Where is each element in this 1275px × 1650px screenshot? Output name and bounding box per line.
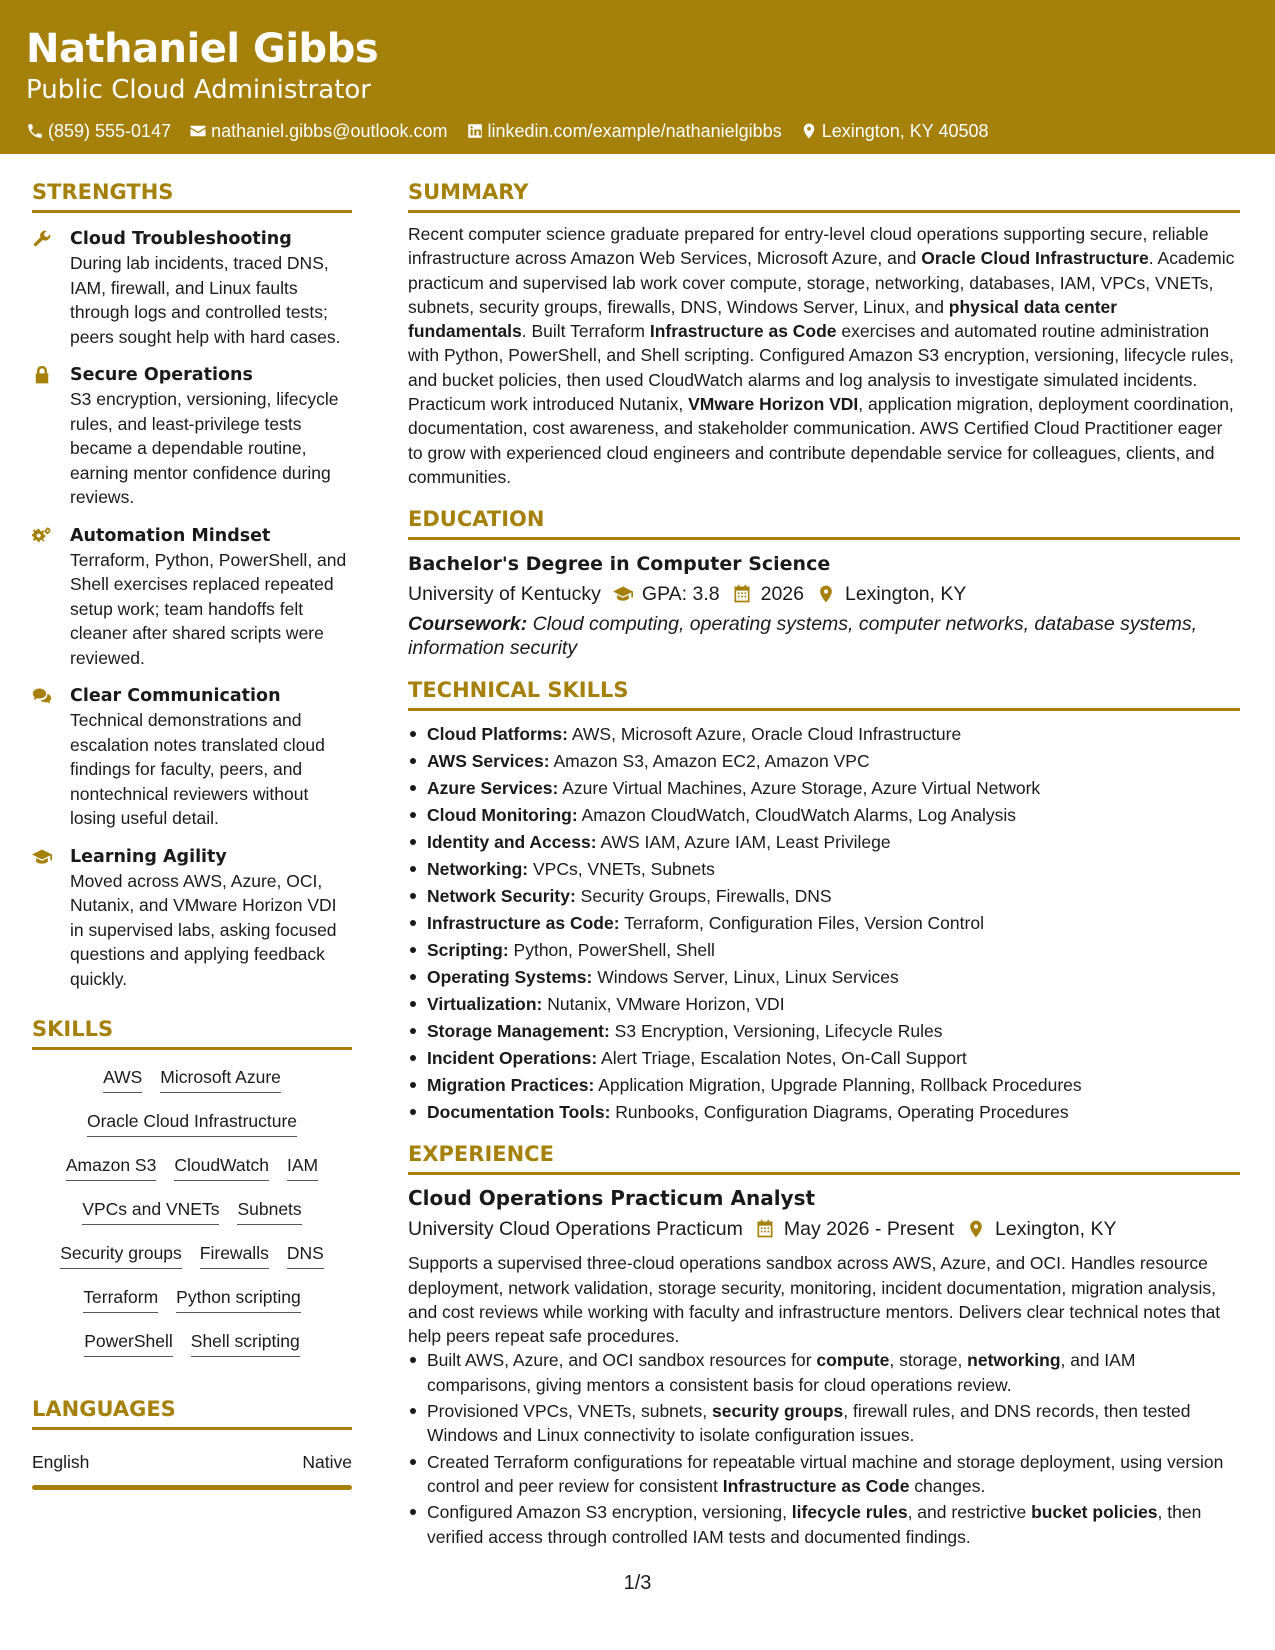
skill-chip: VPCs and VNETs — [82, 1198, 219, 1225]
experience-section — [408, 1142, 1240, 1549]
technical-skill-item — [408, 1018, 1240, 1045]
map-pin-icon — [800, 122, 818, 140]
contact-email[interactable] — [189, 120, 447, 142]
skills-row — [32, 1242, 352, 1269]
technical-skill-label: Migration Practices: — [427, 1075, 595, 1096]
contact-linkedin[interactable] — [466, 120, 782, 142]
strength-icon-wrap — [32, 524, 70, 671]
page-number: 1/3 — [623, 1572, 652, 1594]
skill-chip: AWS — [103, 1066, 142, 1093]
technical-skill-value: S3 Encryption, Versioning, Lifecycle Rules — [609, 1021, 943, 1042]
strength-icon-wrap — [32, 684, 70, 831]
strength-description: During lab incidents, traced DNS, IAM, firewall, and Linux faults through logs and controlled tests; peers sought help with hard cases. — [70, 253, 341, 347]
job-location: Lexington, KY — [995, 1218, 1117, 1241]
technical-skill-label: Storage Management: — [427, 1021, 610, 1042]
wrench-icon — [32, 229, 52, 249]
job-bullets — [408, 1348, 1240, 1548]
technical-skill-item — [408, 964, 1240, 991]
job-meta — [408, 1215, 1240, 1243]
job-description: Supports a supervised three-cloud operations sandbox across AWS, Azure, and OCI. Handles resource deployment, network validation, storage security, monitoring, incident documentation, migration analysis, and cost reviews while working with faculty and infrastructure mentors. Delivers clear technical notes that help peers repeat safe procedures. — [408, 1253, 1221, 1347]
bold-phrase: physical data center fundamentals — [408, 296, 1118, 342]
technical-skill-item — [408, 883, 1240, 910]
resume-header — [0, 0, 1275, 154]
skill-chip: Subnets — [237, 1198, 301, 1225]
email-text: nathaniel.gibbs@outlook.com — [211, 121, 448, 141]
strength-item — [32, 684, 352, 831]
skills-row — [32, 1154, 352, 1181]
strength-title: Cloud Troubleshooting — [70, 229, 292, 249]
strength-title: Learning Agility — [70, 846, 227, 867]
skills-section — [32, 1017, 352, 1357]
technical-skill-label: Network Security: — [427, 886, 576, 907]
phone-text: (859) 555-0147 — [48, 121, 172, 141]
strength-item — [32, 524, 352, 671]
technical-skill-value: Application Migration, Upgrade Planning, Rollback Procedures — [594, 1075, 1082, 1096]
skills-row — [32, 1330, 352, 1357]
technical-skill-value: AWS, Microsoft Azure, Oracle Cloud Infrastructure — [567, 724, 962, 745]
contact-bar — [26, 120, 1249, 142]
job-title: Cloud Operations Practicum Analyst — [408, 1186, 816, 1211]
job-bullet — [408, 1399, 1240, 1448]
technical-skill-item — [408, 1072, 1240, 1099]
technical-skill-label: Infrastructure as Code: — [427, 913, 620, 934]
skill-chip: DNS — [287, 1242, 324, 1269]
section-title-technical-skills: TECHNICAL SKILLS — [408, 678, 1240, 711]
technical-skill-value: Nutanix, VMware Horizon, VDI — [542, 994, 785, 1015]
strength-title: Automation Mindset — [70, 525, 271, 546]
skills-cloud — [32, 1066, 352, 1357]
language-level: Native — [302, 1452, 352, 1472]
linkedin-icon — [466, 122, 484, 140]
envelope-icon — [189, 122, 207, 140]
skill-chip: Shell scripting — [191, 1330, 300, 1357]
text-run: Recent computer science graduate prepared for entry-level cloud operations supporting secure, reliable infrastructure across Amazon Web Services, Microsoft Azure, and — [408, 224, 1209, 269]
section-title-skills: SKILLS — [32, 1017, 352, 1050]
technical-skill-value: VPCs, VNETs, Subnets — [528, 859, 715, 880]
contact-phone[interactable] — [26, 120, 171, 142]
skills-row — [32, 1198, 352, 1225]
skill-chip: Oracle Cloud Infrastructure — [87, 1110, 297, 1137]
strength-body — [70, 524, 352, 671]
technical-skill-value: AWS IAM, Azure IAM, Least Privilege — [596, 832, 891, 853]
skill-chip: Terraform — [83, 1286, 158, 1313]
strength-body — [70, 227, 352, 349]
right-column — [408, 180, 1240, 1551]
location-text: Lexington, KY 40508 — [821, 121, 989, 141]
technical-skill-item — [408, 721, 1240, 748]
summary-text — [408, 222, 1240, 489]
technical-skill-item — [408, 991, 1240, 1018]
technical-skill-label: Azure Services: — [427, 778, 559, 799]
skills-row — [32, 1286, 352, 1313]
strength-description: Technical demonstrations and escalation notes translated cloud findings for faculty, peers, and nontechnical reviewers without losing useful detail. — [70, 710, 325, 828]
bold-phrase: lifecycle rules — [791, 1502, 908, 1523]
coursework — [408, 612, 1240, 660]
calendar-icon — [755, 1219, 775, 1239]
strength-item — [32, 227, 352, 349]
bold-phrase: Infrastructure as Code — [722, 1475, 910, 1496]
technical-skill-value: Amazon CloudWatch, CloudWatch Alarms, Log Analysis — [577, 805, 1017, 826]
summary-section — [408, 180, 1240, 489]
text-run: . Built Terraform — [521, 321, 650, 342]
technical-skill-value: Windows Server, Linux, Linux Services — [592, 967, 899, 988]
technical-skill-value: Alert Triage, Escalation Notes, On-Call Support — [597, 1048, 967, 1069]
language-row — [32, 1452, 352, 1473]
bold-phrase: Oracle Cloud Infrastructure — [921, 248, 1149, 269]
strength-description: S3 encryption, versioning, lifecycle rules, and least-privilege tests became a dependable routine, earning mentor confidence during reviews. — [70, 389, 339, 507]
text-run: , then verified access through controlled IAM tests and documented findings. — [427, 1502, 1202, 1547]
technical-skills-list — [408, 721, 1240, 1126]
skill-chip: IAM — [287, 1154, 318, 1181]
education-section — [408, 507, 1240, 660]
education-meta — [408, 580, 1240, 608]
skill-chip: PowerShell — [84, 1330, 173, 1357]
skill-chip: Python scripting — [176, 1286, 301, 1313]
gpa-text: GPA: 3.8 — [641, 583, 720, 606]
candidate-name: Nathaniel Gibbs — [26, 26, 379, 72]
strength-body — [70, 684, 352, 831]
technical-skill-label: Identity and Access: — [427, 832, 597, 853]
technical-skill-label: Networking: — [427, 859, 529, 880]
left-column — [32, 180, 352, 1490]
section-title-strengths: STRENGTHS — [32, 180, 352, 213]
skill-chip: Microsoft Azure — [160, 1066, 281, 1093]
lock-icon — [32, 365, 52, 385]
strengths-list — [32, 227, 352, 991]
strength-title: Clear Communication — [70, 686, 281, 706]
strength-item — [32, 363, 352, 510]
text-run: exercises and automated routine administration with Python, PowerShell, and Shell scripting. Configured Amazon S3 encryption, versioning, lifecycle rules, and bucket policies, then used CloudWatch alarms and log analysis to investigate simulated incidents. Practicum work introduced Nutanix, — [408, 321, 1234, 415]
technical-skill-label: Scripting: — [427, 940, 509, 961]
graduation-year: 2026 — [760, 583, 804, 606]
strength-icon-wrap — [32, 363, 70, 510]
bold-phrase: bucket policies — [1031, 1502, 1158, 1523]
strength-title: Secure Operations — [70, 365, 253, 385]
school-name: University of Kentucky — [408, 583, 601, 606]
technical-skill-item — [408, 748, 1240, 775]
section-title-languages: LANGUAGES — [32, 1397, 352, 1430]
job-bullet — [408, 1500, 1240, 1549]
map-pin-icon — [816, 584, 836, 604]
calendar-icon — [732, 584, 752, 604]
technical-skill-item — [408, 775, 1240, 802]
comments-icon — [32, 686, 52, 706]
languages-list — [32, 1452, 352, 1490]
technical-skill-item — [408, 1045, 1240, 1072]
coursework-text: Cloud computing, operating systems, computer networks, database systems, information security — [408, 613, 1198, 660]
degree-title: Bachelor's Degree in Computer Science — [408, 553, 831, 576]
bold-phrase: Infrastructure as Code — [649, 321, 837, 342]
strengths-section — [32, 180, 352, 991]
language-proficiency-bar — [32, 1485, 352, 1490]
technical-skill-value: Terraform, Configuration Files, Version Control — [619, 913, 984, 934]
strength-item — [32, 845, 352, 992]
education-location: Lexington, KY — [844, 583, 967, 606]
text-run: , application migration, deployment coordination, documentation, cost awareness, and stakeholder communication. AWS Certified Cloud Practitioner eager to grow with experienced cloud engineers and contribute dependable service for colleagues, clients, and communities. — [408, 394, 1234, 487]
technical-skill-value: Python, PowerShell, Shell — [508, 940, 715, 961]
bold-phrase: VMware Horizon VDI — [688, 394, 859, 415]
technical-skills-section — [408, 678, 1240, 1126]
technical-skill-item — [408, 802, 1240, 829]
technical-skill-item — [408, 1099, 1240, 1126]
text-run: Built AWS, Azure, and OCI sandbox resources for — [427, 1350, 817, 1371]
text-run: , storage, — [889, 1350, 968, 1371]
bold-phrase: compute — [816, 1350, 890, 1371]
technical-skill-item — [408, 937, 1240, 964]
job-bullet — [408, 1348, 1240, 1397]
bold-phrase: security groups — [711, 1401, 844, 1422]
technical-skill-item — [408, 910, 1240, 937]
skill-chip: Firewalls — [200, 1242, 269, 1269]
technical-skill-label: Documentation Tools: — [427, 1102, 611, 1123]
graduation-cap-icon — [613, 584, 633, 604]
text-run: . Academic practicum and supervised lab work cover compute, storage, networking, databases, IAM, VPCs, VNETs, subnets, security groups, firewalls, DNS, Windows Server, Linux, and — [408, 248, 1235, 317]
skill-chip: Security groups — [60, 1242, 182, 1269]
section-title-experience: EXPERIENCE — [408, 1142, 1240, 1175]
text-run: Provisioned VPCs, VNETs, subnets, — [427, 1401, 712, 1422]
skills-row — [32, 1066, 352, 1093]
technical-skill-label: AWS Services: — [427, 751, 550, 772]
bold-phrase: networking — [967, 1350, 1061, 1371]
strength-description: Moved across AWS, Azure, OCI, Nutanix, and VMware Horizon VDI in supervised labs, asking focused questions and applying feedback quickly. — [70, 870, 337, 989]
section-title-education: EDUCATION — [408, 507, 1240, 540]
text-run: Created Terraform configurations for repeatable virtual machine and storage deployment, using version control and peer review for consistent — [427, 1451, 1224, 1496]
technical-skill-label: Virtualization: — [427, 994, 543, 1015]
text-run: , and restrictive — [907, 1502, 1032, 1523]
technical-skill-label: Operating Systems: — [427, 967, 593, 988]
technical-skill-label: Cloud Monitoring: — [427, 805, 578, 826]
strength-body — [70, 363, 352, 510]
graduation-cap-icon — [32, 847, 52, 867]
coursework-label: Coursework: — [408, 613, 528, 636]
skill-chip: CloudWatch — [174, 1154, 269, 1181]
text-run: changes. — [909, 1475, 986, 1496]
gears-icon — [32, 526, 52, 546]
skill-chip: Amazon S3 — [66, 1154, 156, 1181]
technical-skill-item — [408, 856, 1240, 883]
contact-location — [800, 120, 989, 142]
languages-section — [32, 1397, 352, 1490]
text-run: , and IAM comparisons, giving mentors a consistent basis for cloud operations review. — [427, 1350, 1136, 1395]
technical-skill-value: Azure Virtual Machines, Azure Storage, Azure Virtual Network — [558, 778, 1041, 799]
technical-skill-value: Security Groups, Firewalls, DNS — [575, 886, 832, 907]
job-bullet — [408, 1450, 1240, 1499]
job-dates: May 2026 - Present — [783, 1218, 955, 1241]
technical-skill-label: Incident Operations: — [427, 1048, 598, 1069]
strength-icon-wrap — [32, 227, 70, 349]
text-run: Configured Amazon S3 encryption, versioning, — [427, 1502, 792, 1523]
strength-body — [70, 845, 352, 992]
technical-skill-value: Amazon S3, Amazon EC2, Amazon VPC — [549, 751, 870, 772]
technical-skill-value: Runbooks, Configuration Diagrams, Operating Procedures — [610, 1102, 1069, 1123]
map-pin-icon — [966, 1219, 986, 1239]
text-run: , firewall rules, and DNS records, then tested Windows and Linux connectivity to isolate configuration issues. — [427, 1401, 1191, 1446]
linkedin-text: linkedin.com/example/nathanielgibbs — [487, 121, 782, 141]
strength-description: Terraform, Python, PowerShell, and Shell exercises replaced repeated setup work; team handoffs felt cleaner after shared scripts were reviewed. — [70, 549, 347, 668]
phone-icon — [26, 122, 44, 140]
strength-icon-wrap — [32, 845, 70, 992]
technical-skill-label: Cloud Platforms: — [427, 724, 568, 745]
skills-row — [32, 1110, 352, 1137]
section-title-summary: SUMMARY — [408, 180, 1240, 213]
technical-skill-item — [408, 829, 1240, 856]
language-name: English — [32, 1452, 90, 1472]
job-org: University Cloud Operations Practicum — [408, 1218, 743, 1241]
candidate-role: Public Cloud Administrator — [26, 75, 371, 105]
